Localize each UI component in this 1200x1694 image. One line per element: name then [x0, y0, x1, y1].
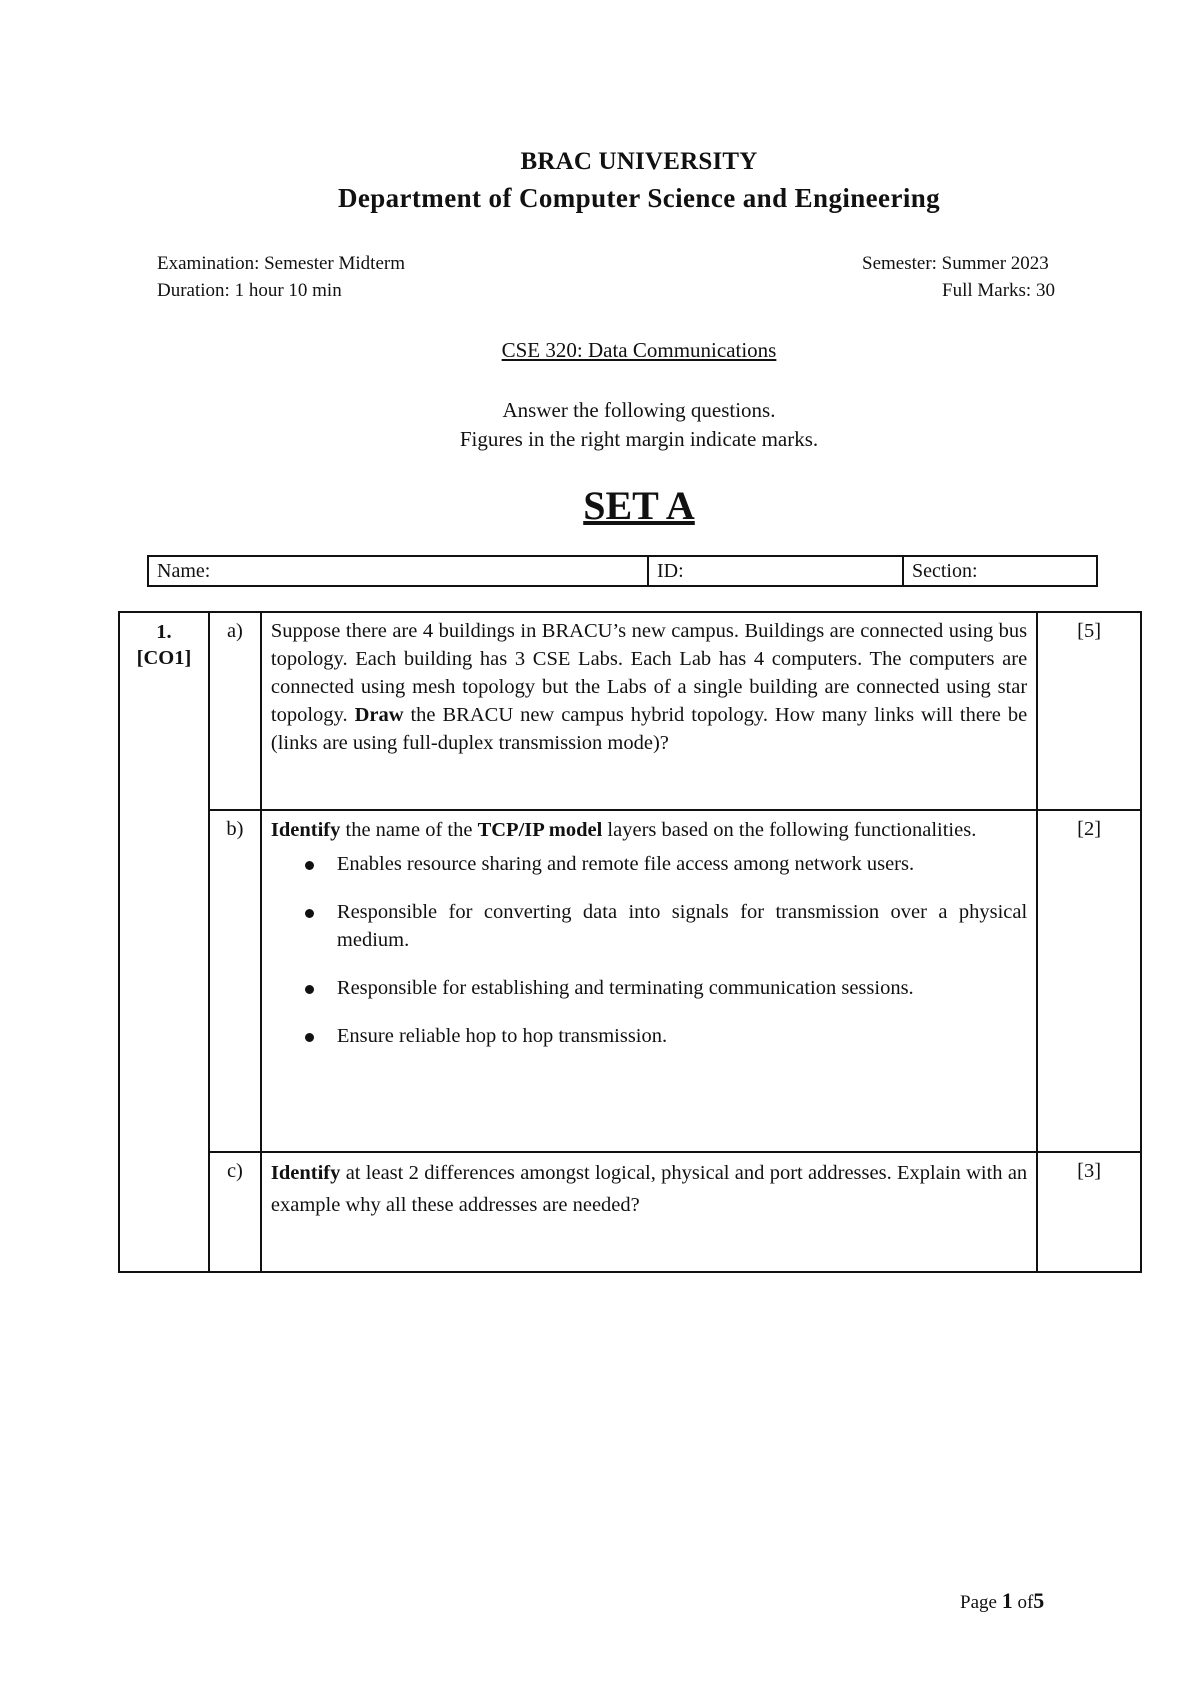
part-a-label: a) [209, 612, 261, 810]
question-number: 1. [156, 621, 172, 643]
question-row-c [119, 1152, 1141, 1272]
list-item-text: Responsible for converting data into signals for transmission over a physical medium. [336, 901, 1028, 951]
page-word: Page [960, 1592, 997, 1613]
list-item-text: Ensure reliable hop to hop transmission. [336, 1025, 668, 1047]
id-field[interactable]: ID: [648, 556, 903, 586]
bullet-icon [305, 1033, 314, 1042]
university-name: BRAC UNIVERSITY [520, 148, 758, 175]
question-row-b [119, 810, 1141, 1152]
part-c-label: c) [209, 1152, 261, 1272]
part-c-text [261, 1152, 1037, 1272]
duration-label: Duration: 1 hour 10 min [157, 280, 342, 301]
list-item-text: Responsible for establishing and terminating communication sessions. [336, 977, 914, 999]
question-row-a [119, 612, 1141, 810]
part-a-text-1: Suppose there are 4 buildings in BRACU’s new campus. Buildings are connected using bus topology. Each building has 3 CSE Labs. Each Lab has 4 computers. The computers are connected using mesh topology but the Labs of a single building are connected using star topology. [270, 620, 1028, 726]
part-c-text-body: at least 2 differences amongst logical, physical and port addresses. Explain with an example why all these addresses are needed? [270, 1162, 1028, 1216]
list-item-text: Enables resource sharing and remote file access among network users. [336, 853, 915, 875]
part-a-text-2: the BRACU new campus hybrid topology. How many links will there be (links are using full-duplex transmission mode)? [270, 704, 1028, 754]
part-b-bold-verb: Identify [270, 819, 341, 841]
part-b-bold-model: TCP/IP model [477, 819, 603, 841]
empty-cell [119, 1152, 209, 1272]
part-b-marks: [2] [1037, 810, 1141, 1152]
part-a-bold: Draw [354, 704, 404, 726]
part-b-text [261, 810, 1037, 1152]
list-item [337, 850, 1027, 878]
part-c-bold-verb: Identify [270, 1162, 341, 1184]
part-a-text [261, 612, 1037, 810]
page-number: 1 [1001, 1588, 1013, 1613]
question-table [118, 611, 1142, 1273]
part-c-marks: [3] [1037, 1152, 1141, 1272]
of-word: of [1017, 1592, 1034, 1613]
bullet-icon [305, 861, 314, 870]
instruction-line-1: Answer the following questions. [502, 398, 776, 422]
list-item [337, 974, 1027, 1002]
list-item [337, 1022, 1027, 1050]
part-b-text-mid: the name of the [340, 819, 478, 841]
name-field[interactable]: Name: [148, 556, 648, 586]
semester-label: Semester: Summer 2023 [862, 253, 1049, 274]
examination-label: Examination: Semester Midterm [157, 253, 406, 274]
part-b-label: b) [209, 810, 261, 1152]
question-number-cell [119, 612, 209, 1152]
course-title: CSE 320: Data Communications [501, 338, 777, 362]
list-item [337, 898, 1027, 954]
section-field[interactable]: Section: [903, 556, 1097, 586]
instruction-line-2: Figures in the right margin indicate marks. [459, 427, 819, 451]
department-name: Department of Computer Science and Engineering [337, 183, 941, 213]
student-info-table [147, 555, 1098, 587]
bullet-icon [305, 985, 314, 994]
full-marks-label: Full Marks: 30 [942, 280, 1055, 301]
course-outcome: [CO1] [136, 647, 192, 669]
total-pages: 5 [1033, 1588, 1045, 1613]
part-a-marks: [5] [1037, 612, 1141, 810]
functionality-list [271, 850, 1027, 1050]
set-label: SET A [583, 483, 695, 528]
page-footer [960, 1588, 1044, 1614]
part-b-text-end: layers based on the following functionalities. [602, 819, 977, 841]
bullet-icon [305, 909, 314, 918]
